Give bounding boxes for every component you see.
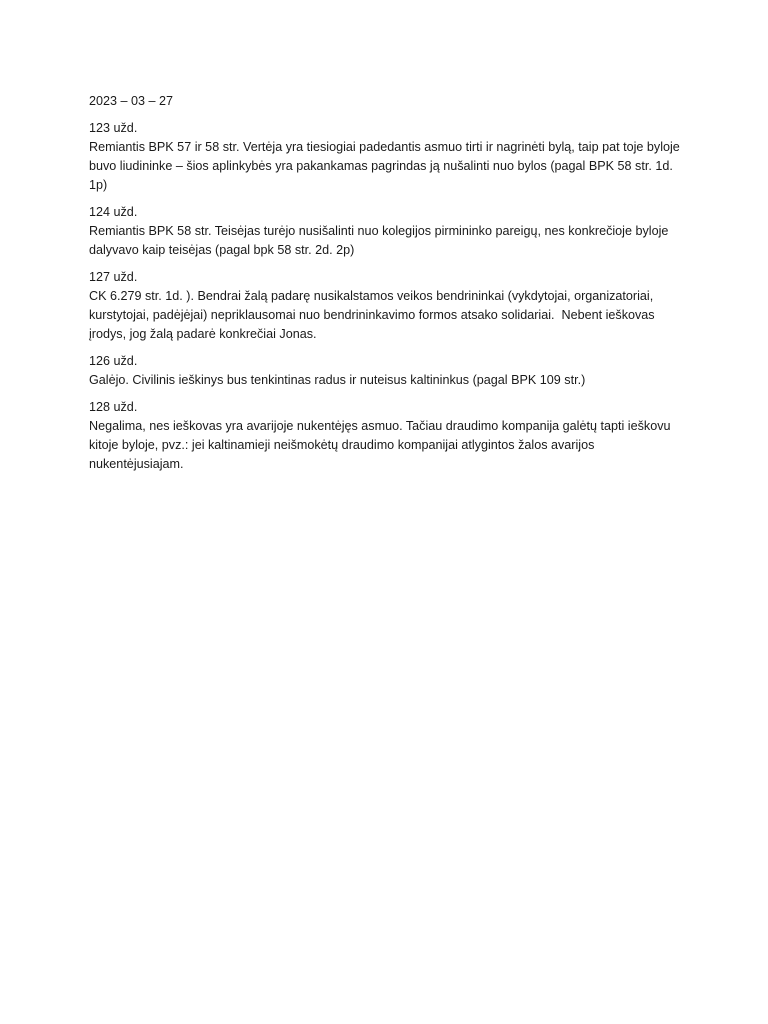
task-number: 123 užd. <box>89 121 138 135</box>
task-block <box>89 352 689 390</box>
task-answer: Remiantis BPK 58 str. Teisėjas turėjo nusišalinti nuo kolegijos pirmininko pareigų, nes konkrečioje byloje dalyvavo kaip teisėjas (pagal bpk 58 str. 2d. 2p) <box>89 224 672 257</box>
task-number: 127 užd. <box>89 270 138 284</box>
document-body <box>89 92 689 482</box>
task-block <box>89 119 689 195</box>
task-number: 126 užd. <box>89 354 138 368</box>
task-block <box>89 268 689 344</box>
task-number: 124 užd. <box>89 205 138 219</box>
document-date: 2023 – 03 – 27 <box>89 94 174 108</box>
task-answer: Negalima, nes ieškovas yra avarijoje nukentėjęs asmuo. Tačiau draudimo kompanija galėtų tapti ieškovu kitoje byloje, pvz.: jei kaltinamieji neišmokėtų draudimo kompanijai atlygintos žalos avarijos nukentėjusiajam. <box>89 419 674 471</box>
task-answer: CK 6.279 str. 1d. ). Bendrai žalą padarę nusikalstamos veikos bendrininkai (vykdytojai, organizatoriai, kurstytojai, padėjėjai) nepriklausomai nuo bendrininkavimo formos atsako solidariai. Nebent ieškovas įrodys, jog žalą padarė konkrečiai Jonas. <box>89 289 659 341</box>
task-answer: Remiantis BPK 57 ir 58 str. Vertėja yra tiesiogiai padedantis asmuo tirti ir nagrinėti bylą, taip pat toje byloje buvo liudininke – šios aplinkybės yra pakankamas pagrindas ją nušalinti nuo bylos (pagal BPK 58 str. 1d. 1p) <box>89 140 684 192</box>
task-block <box>89 203 689 260</box>
task-answer: Galėjo. Civilinis ieškinys bus tenkintinas radus ir nuteisus kaltininkus (pagal BPK 109 str.) <box>89 373 586 387</box>
task-block <box>89 398 689 474</box>
task-number: 128 užd. <box>89 400 138 414</box>
